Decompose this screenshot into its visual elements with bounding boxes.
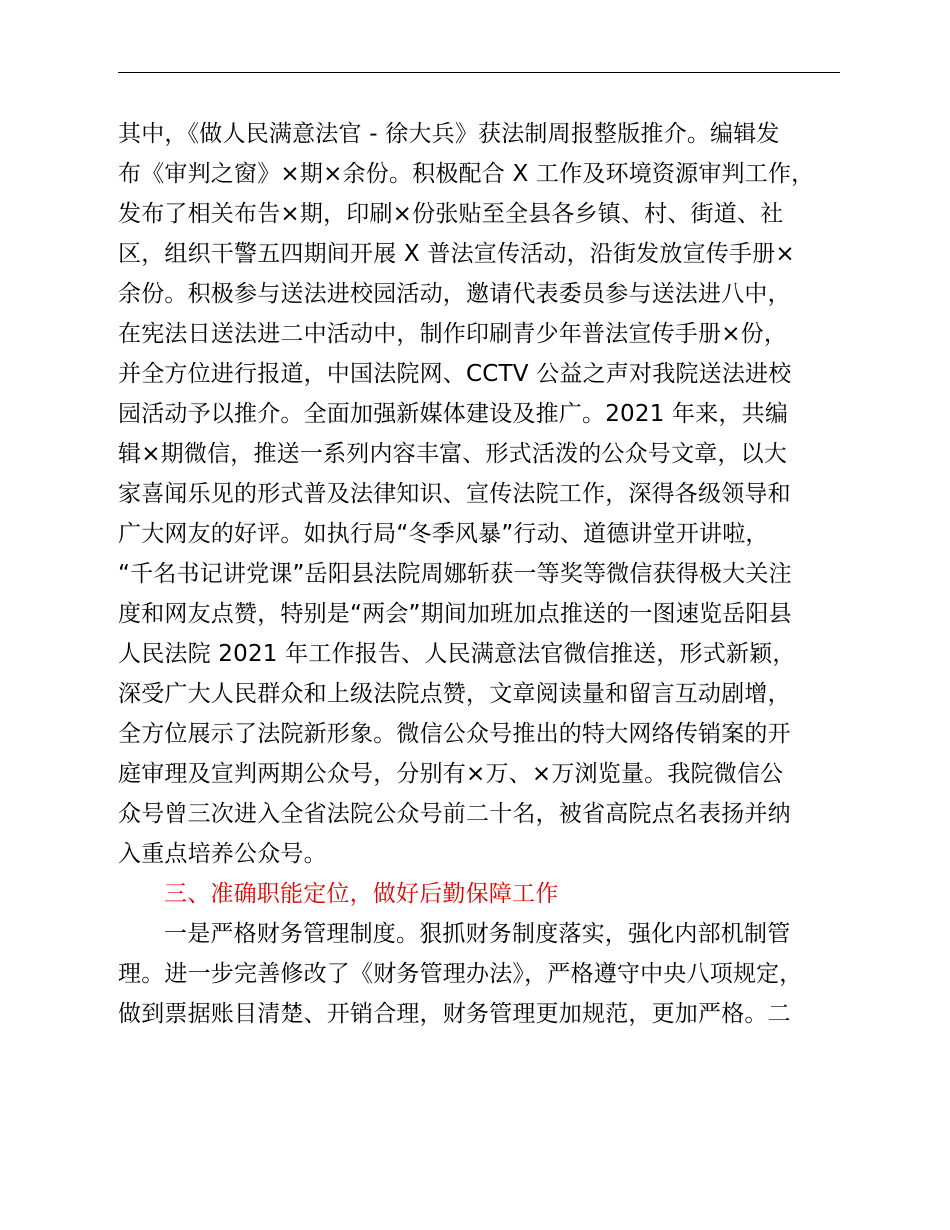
body-line: 辑×期微信，推送一系列内容丰富、形式活泼的公众号文章，以大 xyxy=(118,441,788,467)
body-line: 做到票据账目清楚、开销合理，财务管理更加规范，更加严格。二 xyxy=(118,1001,791,1027)
body-line: 庭审理及宣判两期公众号，分别有×万、×万浏览量。我院微信公 xyxy=(118,761,784,787)
header-rule xyxy=(118,72,840,73)
body-line: 广大网友的好评。如执行局“冬季风暴”行动、道德讲堂开讲啦， xyxy=(118,521,769,547)
body-line: 度和网友点赞，特别是“两会”期间加班加点推送的一图速览岳阳县 xyxy=(118,601,792,627)
body-line: 发布了相关布告×期，印刷×份张贴至全县各乡镇、村、街道、社 xyxy=(118,201,784,227)
body-line: 入重点培养公众号。 xyxy=(118,841,327,867)
body-line: 其中，《做人民满意法官 - 徐大兵》获法制周报整版推介。编辑发 xyxy=(118,121,780,147)
body-line: 全方位展示了法院新形象。微信公众号推出的特大网络传销案的开 xyxy=(118,721,791,747)
body-line: “千名书记讲党课”岳阳县法院周娜斩获一等奖等微信获得极大关注 xyxy=(118,561,792,587)
body-line: 布《审判之窗》×期×余份。积极配合 X 工作及环境资源审判工作， xyxy=(118,161,815,187)
body-line: 并全方位进行报道，中国法院网、CCTV 公益之声对我院送法进校 xyxy=(118,361,792,387)
body-line: 区，组织干警五四期间开展 X 普法宣传活动，沿街发放宣传手册× xyxy=(118,241,795,267)
body-line: 在宪法日送法进二中活动中，制作印刷青少年普法宣传手册×份， xyxy=(118,321,788,347)
body-line: 理。进一步完善修改了《财务管理办法》，严格遵守中央八项规定， xyxy=(118,961,803,987)
body-line: 一是严格财务管理制度。狠抓财务制度落实，强化内部机制管 xyxy=(164,921,791,947)
body-line: 余份。积极参与送法进校园活动，邀请代表委员参与送法进八中， xyxy=(118,281,791,307)
body-line: 园活动予以推介。全面加强新媒体建设及推广。2021 年来，共编 xyxy=(118,401,789,427)
body-line: 众号曾三次进入全省法院公众号前二十名，被省高院点名表扬并纳 xyxy=(118,801,791,827)
body-line: 深受广大人民群众和上级法院点赞，文章阅读量和留言互动剧增， xyxy=(118,681,791,707)
body-line: 人民法院 2021 年工作报告、人民满意法官微信推送，形式新颖， xyxy=(118,641,796,667)
document-body xyxy=(118,114,848,1034)
body-line: 家喜闻乐见的形式普及法律知识、宣传法院工作，深得各级领导和 xyxy=(118,481,791,507)
section-heading: 三、准确职能定位，做好后勤保障工作 xyxy=(164,881,559,907)
